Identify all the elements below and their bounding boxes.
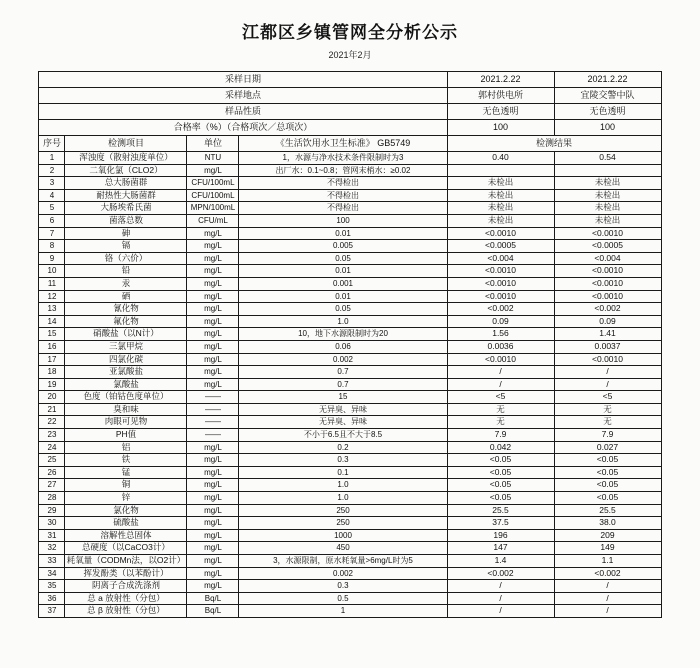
cell-result-1: 无 [447,403,554,416]
cell-standard: 0.001 [239,277,447,290]
cell-unit: MPN/100mL [187,202,239,215]
table-row [39,441,661,454]
cell-result-2: <0.0010 [554,277,661,290]
cell-unit: mg/L [187,517,239,530]
table-row [39,152,661,165]
table-row [39,252,661,265]
cell-result-1: 1.4 [447,555,554,568]
cell-no: 26 [39,466,65,479]
cell-result-1: <0.0010 [447,277,554,290]
cell-result-2: / [554,605,661,618]
cell-item: 氰化物 [65,303,187,316]
cell-no: 2 [39,164,65,177]
cell-unit: mg/L [187,303,239,316]
cell-result-1: <5 [447,391,554,404]
cell-item: 硫酸盐 [65,517,187,530]
table-row [39,555,661,568]
cell-item: 铝 [65,441,187,454]
cell-item: 溶解性总固体 [65,529,187,542]
cell-result-2: 149 [554,542,661,555]
table-row [39,303,661,316]
table-row [39,466,661,479]
cell-result-2: <0.0005 [554,240,661,253]
cell-item: 四氯化碳 [65,353,187,366]
info-label: 采样地点 [39,88,447,104]
cell-result-1: 0.40 [447,152,554,165]
cell-item: 三氯甲烷 [65,340,187,353]
table-row [39,605,661,618]
page-title: 江都区乡镇管网全分析公示 [242,23,458,42]
cell-unit: —— [187,416,239,429]
cell-result-2: <0.002 [554,567,661,580]
cell-standard: 15 [239,391,447,404]
cell-unit: mg/L [187,555,239,568]
cell-result-2: / [554,366,661,379]
cell-no: 32 [39,542,65,555]
cell-no: 6 [39,214,65,227]
cell-no: 1 [39,152,65,165]
cell-standard: 1.0 [239,479,447,492]
cell-standard: 1，水源与净水技术条件限制时为3 [239,152,447,165]
analysis-table [38,71,661,618]
header-unit: 单位 [187,136,239,152]
page-subtitle: 2021年2月 [328,50,372,60]
cell-no: 12 [39,290,65,303]
cell-standard: 不小于6.5且不大于8.5 [239,429,447,442]
cell-no: 8 [39,240,65,253]
info-row [39,72,661,88]
table-row [39,567,661,580]
cell-item: 总 β 放射性（分包） [65,605,187,618]
cell-unit: CFU/100mL [187,177,239,190]
cell-unit: mg/L [187,328,239,341]
cell-result-1: <0.002 [447,303,554,316]
table-row [39,580,661,593]
cell-result-2: 7.9 [554,429,661,442]
cell-result-1: 未检出 [447,214,554,227]
cell-result-1: 7.9 [447,429,554,442]
cell-item: 氟化物 [65,315,187,328]
cell-result-1: 未检出 [447,189,554,202]
cell-result-2: 未检出 [554,189,661,202]
table-body [39,72,661,618]
cell-standard: 出厂水：0.1~0.8；管网末梢水：≥0.02 [239,164,447,177]
cell-no: 7 [39,227,65,240]
cell-result-1: <0.002 [447,567,554,580]
table-row [39,492,661,505]
cell-item: 阴离子合成洗涤剂 [65,580,187,593]
cell-standard: 1000 [239,529,447,542]
cell-result-2: <0.05 [554,454,661,467]
cell-standard: 0.3 [239,580,447,593]
cell-result-2: <0.05 [554,492,661,505]
cell-standard: 0.7 [239,378,447,391]
cell-item: 氯酸盐 [65,378,187,391]
cell-result-2: 1.1 [554,555,661,568]
cell-item: 砷 [65,227,187,240]
cell-result-1: <0.05 [447,466,554,479]
cell-item: 耗氧量（CODMn法，以O2计） [65,555,187,568]
cell-no: 10 [39,265,65,278]
cell-standard: 0.05 [239,303,447,316]
cell-result-1: <0.0010 [447,353,554,366]
cell-result-2: 未检出 [554,202,661,215]
table-row [39,315,661,328]
cell-unit: mg/L [187,252,239,265]
cell-result-1: / [447,605,554,618]
cell-unit: mg/L [187,378,239,391]
cell-result-1: <0.05 [447,454,554,467]
cell-unit: mg/L [187,227,239,240]
table-row [39,265,661,278]
cell-result-2: <0.0010 [554,265,661,278]
cell-no: 19 [39,378,65,391]
cell-no: 31 [39,529,65,542]
cell-result-1: <0.0010 [447,265,554,278]
cell-result-2 [554,164,661,177]
table-row [39,177,661,190]
cell-unit: NTU [187,152,239,165]
cell-result-1: 0.0036 [447,340,554,353]
cell-standard: 不得检出 [239,202,447,215]
cell-unit: mg/L [187,277,239,290]
cell-no: 29 [39,504,65,517]
cell-unit: —— [187,391,239,404]
cell-result-2: / [554,378,661,391]
cell-unit: mg/L [187,492,239,505]
cell-unit: mg/L [187,479,239,492]
cell-item: 硝酸盐（以N计） [65,328,187,341]
cell-standard: 0.05 [239,252,447,265]
table-row [39,429,661,442]
cell-standard: 1.0 [239,492,447,505]
table-row [39,403,661,416]
info-value-1: 2021.2.22 [447,72,554,88]
cell-unit: mg/L [187,542,239,555]
cell-result-1: 未检出 [447,202,554,215]
table-row [39,366,661,379]
cell-no: 20 [39,391,65,404]
cell-standard: 不得检出 [239,177,447,190]
header-result: 检测结果 [447,136,661,152]
cell-result-1: 0.09 [447,315,554,328]
info-value-2: 100 [554,120,661,136]
cell-standard: 250 [239,517,447,530]
cell-result-2: 25.5 [554,504,661,517]
table-row [39,378,661,391]
cell-standard: 0.3 [239,454,447,467]
cell-standard: 0.005 [239,240,447,253]
cell-result-1: / [447,378,554,391]
table-header-row [39,136,661,152]
header-standard: 《生活饮用水卫生标准》 GB5749 [239,136,447,152]
cell-result-2: 0.09 [554,315,661,328]
info-value-1: 无色透明 [447,104,554,120]
table-row [39,504,661,517]
cell-unit: —— [187,403,239,416]
cell-unit: mg/L [187,315,239,328]
cell-no: 14 [39,315,65,328]
cell-item: 总 a 放射性（分包） [65,592,187,605]
cell-result-1: <0.0005 [447,240,554,253]
cell-standard: 无异臭、异味 [239,403,447,416]
cell-unit: mg/L [187,567,239,580]
cell-no: 5 [39,202,65,215]
cell-item: 浑浊度（散射浊度单位） [65,152,187,165]
cell-item: 铅 [65,265,187,278]
table-row [39,542,661,555]
cell-result-2: 无 [554,403,661,416]
cell-unit: —— [187,429,239,442]
cell-no: 15 [39,328,65,341]
info-value-1: 100 [447,120,554,136]
info-value-1: 郭村供电所 [447,88,554,104]
table-row [39,277,661,290]
cell-unit: Bq/L [187,592,239,605]
cell-result-2: <0.05 [554,479,661,492]
cell-no: 17 [39,353,65,366]
cell-item: 大肠埃希氏菌 [65,202,187,215]
cell-result-1: <0.0010 [447,290,554,303]
info-label: 样品性质 [39,104,447,120]
cell-result-1: / [447,580,554,593]
cell-unit: mg/L [187,441,239,454]
cell-item: 菌落总数 [65,214,187,227]
cell-item: 臭和味 [65,403,187,416]
cell-standard: 不得检出 [239,189,447,202]
cell-item: 挥发酚类（以苯酚计） [65,567,187,580]
cell-no: 25 [39,454,65,467]
info-row [39,120,661,136]
cell-unit: mg/L [187,529,239,542]
cell-no: 11 [39,277,65,290]
cell-item: 铬（六价） [65,252,187,265]
cell-result-2: <0.0010 [554,227,661,240]
table-row [39,479,661,492]
header-no: 序号 [39,136,65,152]
cell-result-2: 209 [554,529,661,542]
cell-unit: mg/L [187,366,239,379]
info-value-2: 宜陵交警中队 [554,88,661,104]
cell-no: 18 [39,366,65,379]
cell-result-1: <0.0010 [447,227,554,240]
cell-unit: mg/L [187,580,239,593]
cell-standard: 450 [239,542,447,555]
cell-standard: 0.5 [239,592,447,605]
cell-standard: 0.002 [239,353,447,366]
table-row [39,290,661,303]
cell-result-1: 0.042 [447,441,554,454]
cell-result-2: 0.027 [554,441,661,454]
table-row [39,416,661,429]
cell-no: 27 [39,479,65,492]
cell-item: 铁 [65,454,187,467]
cell-no: 13 [39,303,65,316]
cell-item: 锰 [65,466,187,479]
cell-result-1 [447,164,554,177]
cell-result-2: 0.0037 [554,340,661,353]
cell-item: 耐热性大肠菌群 [65,189,187,202]
cell-result-1: 25.5 [447,504,554,517]
info-label: 采样日期 [39,72,447,88]
cell-unit: mg/L [187,265,239,278]
cell-item: 锌 [65,492,187,505]
cell-standard: 3，水源限制，原水耗氧量>6mg/L时为5 [239,555,447,568]
info-row [39,104,661,120]
cell-result-2: <0.0010 [554,353,661,366]
cell-result-2: <0.004 [554,252,661,265]
header-item: 检测项目 [65,136,187,152]
cell-no: 21 [39,403,65,416]
cell-no: 9 [39,252,65,265]
cell-result-2: <0.002 [554,303,661,316]
cell-result-1: 196 [447,529,554,542]
info-value-2: 无色透明 [554,104,661,120]
cell-result-2: 38.0 [554,517,661,530]
cell-item: 总硬度（以CaCO3计） [65,542,187,555]
table-row [39,227,661,240]
table-row [39,517,661,530]
cell-unit: mg/L [187,466,239,479]
info-row [39,88,661,104]
table-row [39,529,661,542]
cell-no: 16 [39,340,65,353]
cell-result-2: / [554,592,661,605]
cell-standard: 0.7 [239,366,447,379]
cell-result-1: 未检出 [447,177,554,190]
cell-no: 34 [39,567,65,580]
table-row [39,189,661,202]
table-row [39,454,661,467]
cell-result-1: 37.5 [447,517,554,530]
cell-result-1: 无 [447,416,554,429]
cell-item: 肉眼可见物 [65,416,187,429]
cell-standard: 0.1 [239,466,447,479]
cell-standard: 10，地下水源限制时为20 [239,328,447,341]
table-row [39,164,661,177]
cell-standard: 无异臭、异味 [239,416,447,429]
cell-no: 3 [39,177,65,190]
cell-result-2: 0.54 [554,152,661,165]
cell-item: 汞 [65,277,187,290]
cell-standard: 100 [239,214,447,227]
cell-unit: mg/L [187,164,239,177]
table-row [39,340,661,353]
cell-result-2: 无 [554,416,661,429]
table-row [39,202,661,215]
cell-unit: mg/L [187,353,239,366]
cell-result-2: <0.0010 [554,290,661,303]
table-row [39,328,661,341]
cell-unit: mg/L [187,240,239,253]
table-row [39,214,661,227]
cell-no: 35 [39,580,65,593]
cell-item: 亚氯酸盐 [65,366,187,379]
info-value-2: 2021.2.22 [554,72,661,88]
table-row [39,391,661,404]
cell-item: 总大肠菌群 [65,177,187,190]
info-label: 合格率（%）（合格项次／总项次） [39,120,447,136]
cell-result-1: 1.56 [447,328,554,341]
cell-item: PH值 [65,429,187,442]
cell-result-2: / [554,580,661,593]
table-row [39,353,661,366]
cell-item: 色度（铂钴色度单位） [65,391,187,404]
cell-standard: 0.06 [239,340,447,353]
cell-standard: 0.01 [239,290,447,303]
cell-result-1: <0.05 [447,492,554,505]
cell-result-1: 147 [447,542,554,555]
cell-unit: Bq/L [187,605,239,618]
cell-standard: 0.01 [239,227,447,240]
cell-standard: 1 [239,605,447,618]
cell-standard: 1.0 [239,315,447,328]
cell-unit: CFU/mL [187,214,239,227]
cell-result-2: 未检出 [554,177,661,190]
cell-result-1: <0.05 [447,479,554,492]
cell-standard: 250 [239,504,447,517]
cell-standard: 0.01 [239,265,447,278]
table-row [39,240,661,253]
cell-item: 镉 [65,240,187,253]
cell-standard: 0.2 [239,441,447,454]
cell-result-1: <0.004 [447,252,554,265]
cell-no: 36 [39,592,65,605]
cell-no: 33 [39,555,65,568]
cell-result-2: 1.41 [554,328,661,341]
cell-no: 24 [39,441,65,454]
cell-result-2: <0.05 [554,466,661,479]
cell-item: 氯化物 [65,504,187,517]
cell-item: 二氧化氯（CLO2） [65,164,187,177]
cell-unit: mg/L [187,504,239,517]
cell-unit: mg/L [187,340,239,353]
cell-standard: 0.002 [239,567,447,580]
cell-no: 37 [39,605,65,618]
cell-no: 23 [39,429,65,442]
cell-no: 30 [39,517,65,530]
cell-no: 22 [39,416,65,429]
cell-unit: mg/L [187,454,239,467]
table-row [39,592,661,605]
cell-unit: CFU/100mL [187,189,239,202]
cell-no: 4 [39,189,65,202]
cell-unit: mg/L [187,290,239,303]
cell-result-2: 未检出 [554,214,661,227]
cell-result-1: / [447,592,554,605]
cell-no: 28 [39,492,65,505]
cell-result-1: / [447,366,554,379]
cell-result-2: <5 [554,391,661,404]
cell-item: 硒 [65,290,187,303]
cell-item: 铜 [65,479,187,492]
